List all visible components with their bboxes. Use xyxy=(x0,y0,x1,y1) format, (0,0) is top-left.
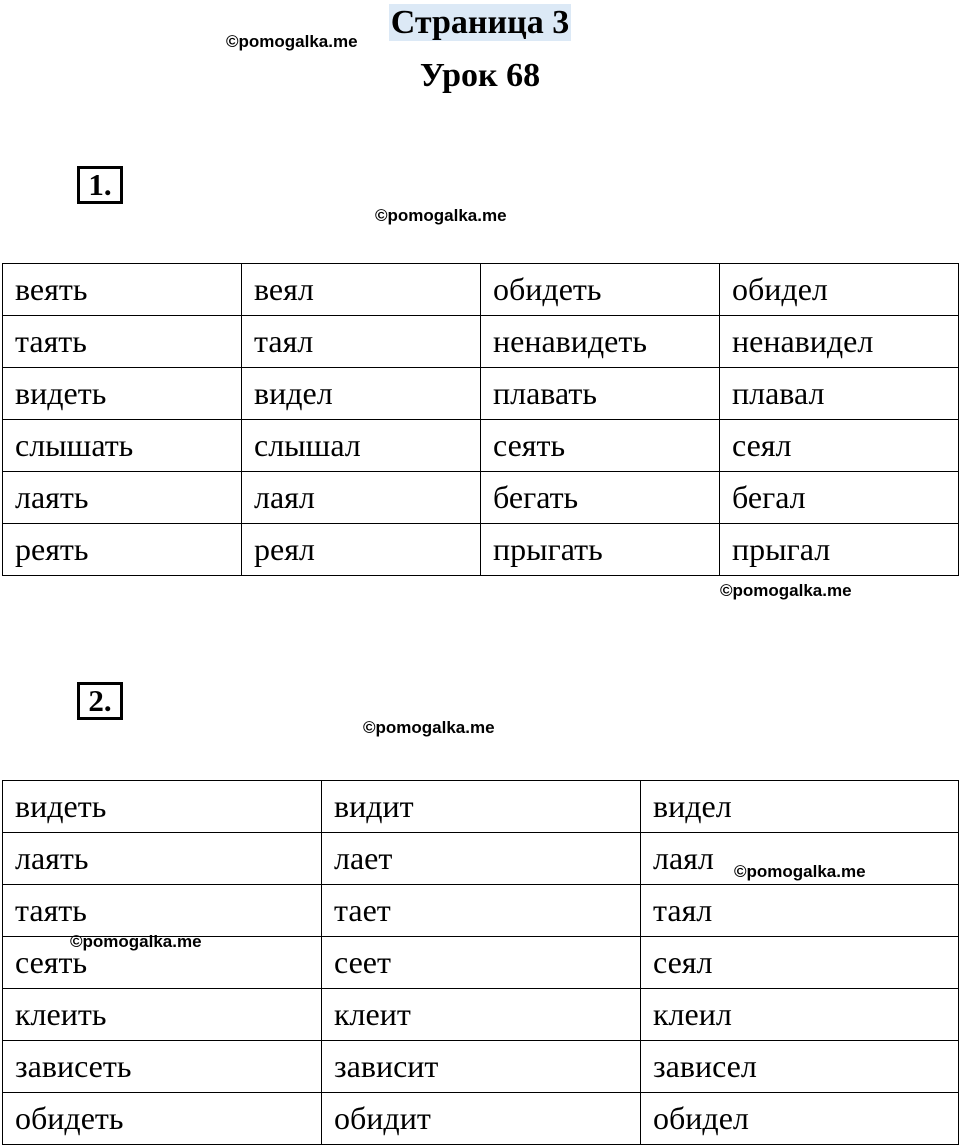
table-cell: зависел xyxy=(641,1041,959,1093)
task-1-number: 1. xyxy=(77,166,123,204)
table-row xyxy=(3,368,959,420)
table-cell: веять xyxy=(3,264,242,316)
table-cell: сеял xyxy=(720,420,959,472)
table-cell: обидел xyxy=(720,264,959,316)
page-title-text: Страница 3 xyxy=(390,4,570,41)
table-cell: сеял xyxy=(641,937,959,989)
table-cell: слышал xyxy=(242,420,481,472)
watermark: ©pomogalka.me xyxy=(734,862,866,881)
table-cell: зависит xyxy=(322,1041,641,1093)
table-cell: зависеть xyxy=(3,1041,322,1093)
table-cell: видел xyxy=(242,368,481,420)
task-2-number: 2. xyxy=(77,682,123,720)
table-cell: обидеть xyxy=(3,1093,322,1145)
watermark: ©pomogalka.me xyxy=(70,932,202,951)
watermark: ©pomogalka.me xyxy=(720,581,852,600)
page-title xyxy=(0,3,960,43)
watermark: ©pomogalka.me xyxy=(363,718,495,737)
table-cell: таять xyxy=(3,316,242,368)
table-row xyxy=(3,885,959,937)
table-row xyxy=(3,1041,959,1093)
lesson-title: Урок 68 xyxy=(419,57,541,94)
table-cell: сеять xyxy=(3,937,322,989)
table-cell: таял xyxy=(641,885,959,937)
table-cell: слышать xyxy=(3,420,242,472)
task-1-table xyxy=(2,263,959,576)
table-cell: прыгал xyxy=(720,524,959,576)
table-cell: веял xyxy=(242,264,481,316)
table-row xyxy=(3,472,959,524)
watermark: ©pomogalka.me xyxy=(375,206,507,225)
table-row xyxy=(3,420,959,472)
table-cell: плавал xyxy=(720,368,959,420)
table-cell: лаять xyxy=(3,472,242,524)
table-cell: таял xyxy=(242,316,481,368)
table-cell: прыгать xyxy=(481,524,720,576)
table-cell: обидит xyxy=(322,1093,641,1145)
table-cell: видел xyxy=(641,781,959,833)
table-cell: ненавидел xyxy=(720,316,959,368)
table-row xyxy=(3,524,959,576)
table-cell: лаял xyxy=(641,833,959,885)
watermark: ©pomogalka.me xyxy=(226,32,358,51)
table-cell: клеить xyxy=(3,989,322,1041)
task-2-table xyxy=(2,780,959,1145)
table-row xyxy=(3,1093,959,1145)
table-cell: сеять xyxy=(481,420,720,472)
table-cell: обидел xyxy=(641,1093,959,1145)
table-cell: бегать xyxy=(481,472,720,524)
table-cell: обидеть xyxy=(481,264,720,316)
table-cell: таять xyxy=(3,885,322,937)
table-cell: реял xyxy=(242,524,481,576)
table-cell: лаял xyxy=(242,472,481,524)
table-cell: плавать xyxy=(481,368,720,420)
table-cell: бегал xyxy=(720,472,959,524)
table-cell: ненавидеть xyxy=(481,316,720,368)
table-cell: лаять xyxy=(3,833,322,885)
table-row xyxy=(3,264,959,316)
table-cell: видеть xyxy=(3,368,242,420)
table-cell: видеть xyxy=(3,781,322,833)
table-row xyxy=(3,781,959,833)
table-row xyxy=(3,316,959,368)
table-cell: клеит xyxy=(322,989,641,1041)
table-cell: клеил xyxy=(641,989,959,1041)
table-cell: лает xyxy=(322,833,641,885)
table-row xyxy=(3,989,959,1041)
table-cell: видит xyxy=(322,781,641,833)
table-cell: тает xyxy=(322,885,641,937)
table-cell: реять xyxy=(3,524,242,576)
table-cell: сеет xyxy=(322,937,641,989)
